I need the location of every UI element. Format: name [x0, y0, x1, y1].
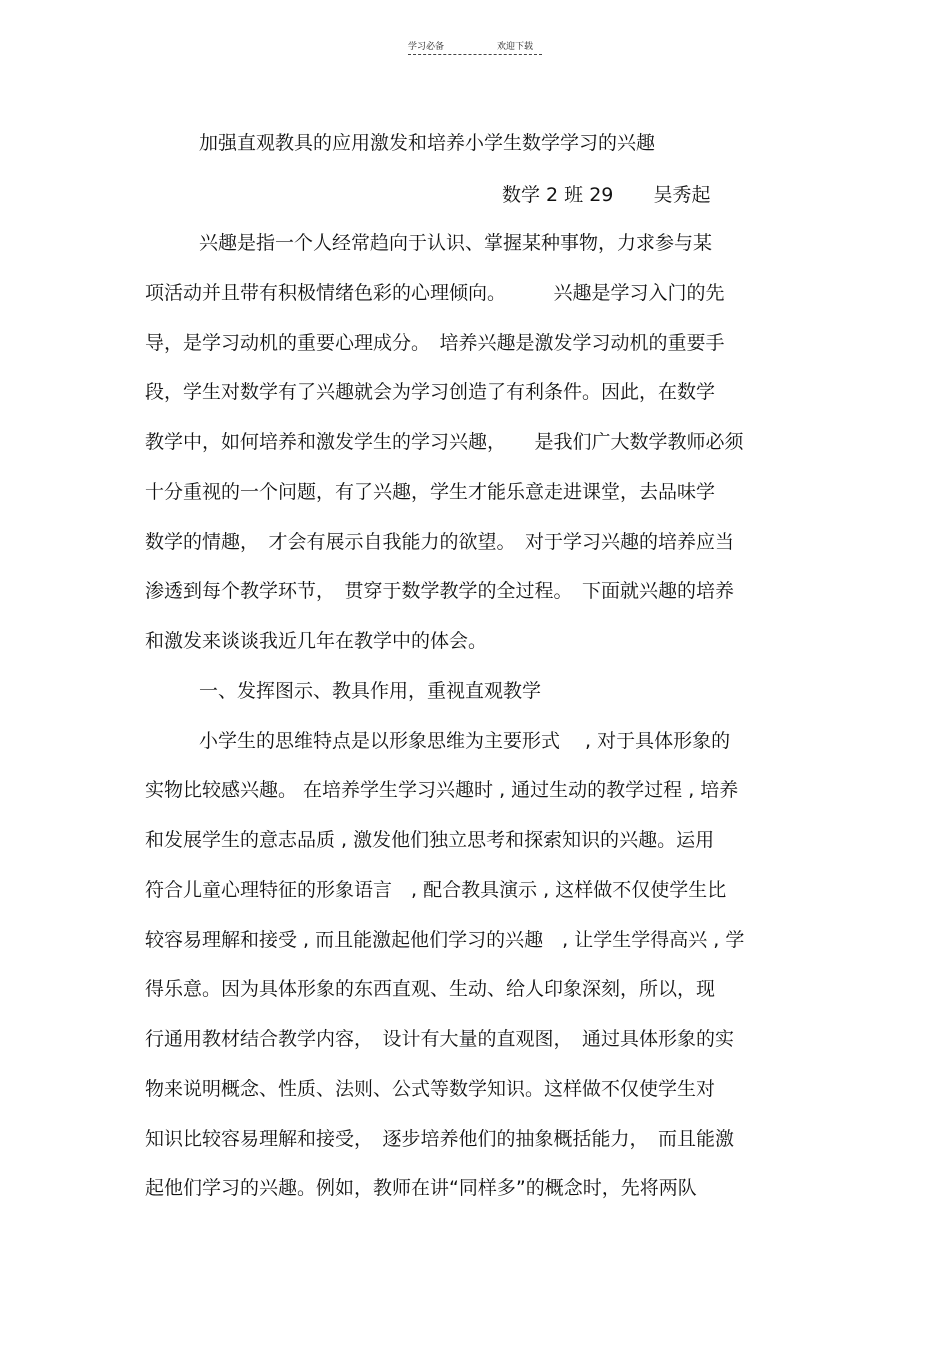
text-line: 小学生的思维特点是以形象思维为主要形式 , 对于具体形象的 [199, 730, 731, 752]
text-line: 段，学生对数学有了兴趣就会为学习创造了有利条件。因此，在数学 [145, 381, 716, 403]
text-line: 渗透到每个教学环节， 贯穿于数学教学的全过程。 下面就兴趣的培养 [145, 580, 735, 602]
text-line: 知识比较容易理解和接受， 逐步培养他们的抽象概括能力， 而且能激 [145, 1128, 735, 1150]
text-line: 符合儿童心理特征的形象语言 , 配合教具演示 , 这样做不仅使学生比 [145, 879, 727, 901]
text-line: 教学中，如何培养和激发学生的学习兴趣， 是我们广大数学教师必须 [145, 431, 744, 453]
header-dashed-rule [408, 54, 542, 55]
section-heading: 一、发挥图示、教具作用，重视直观教学 [199, 680, 542, 702]
text-line: 起他们学习的兴趣。例如，教师在讲“同样多”的概念时，先将两队 [145, 1177, 697, 1199]
header-left-text: 学习必备 [408, 42, 445, 52]
text-line: 项活动并且带有积极情绪色彩的心理倾向。 兴趣是学习入门的先 [145, 282, 725, 304]
author-class: 数学 2 班 29 [502, 184, 614, 206]
text-line: 导，是学习动机的重要心理成分。 培养兴趣是激发学习动机的重要手 [145, 332, 725, 354]
text-line: 行通用教材结合教学内容， 设计有大量的直观图， 通过具体形象的实 [145, 1028, 735, 1050]
text-line: 和发展学生的意志品质 , 激发他们独立思考和探索知识的兴趣。运用 [145, 829, 715, 851]
page-header [408, 39, 542, 59]
document-title: 加强直观教具的应用激发和培养小学生数学学习的兴趣 [199, 132, 656, 154]
text-line: 物来说明概念、性质、法则、公式等数学知识。这样做不仅使学生对 [145, 1078, 716, 1100]
text-line: 十分重视的一个问题，有了兴趣，学生才能乐意走进课堂，去品味学 [145, 481, 716, 503]
author-line [502, 180, 710, 207]
author-name: 吴秀起 [653, 184, 711, 206]
text-line: 数学的情趣， 才会有展示自我能力的欲望。 对于学习兴趣的培养应当 [145, 531, 735, 553]
header-right-text: 欢迎下载 [497, 42, 534, 52]
text-line: 得乐意。因为具体形象的东西直观、生动、给人印象深刻，所以，现 [145, 978, 716, 1000]
text-line: 兴趣是指一个人经常趋向于认识、掌握某种事物，力求参与某 [199, 232, 713, 254]
text-line: 和激发来谈谈我近几年在教学中的体会。 [145, 630, 488, 652]
text-line: 实物比较感兴趣。 在培养学生学习兴趣时 , 通过生动的教学过程 , 培养 [145, 779, 739, 801]
text-line: 较容易理解和接受 , 而且能激起他们学习的兴趣 , 让学生学得高兴 , 学 [145, 929, 745, 951]
